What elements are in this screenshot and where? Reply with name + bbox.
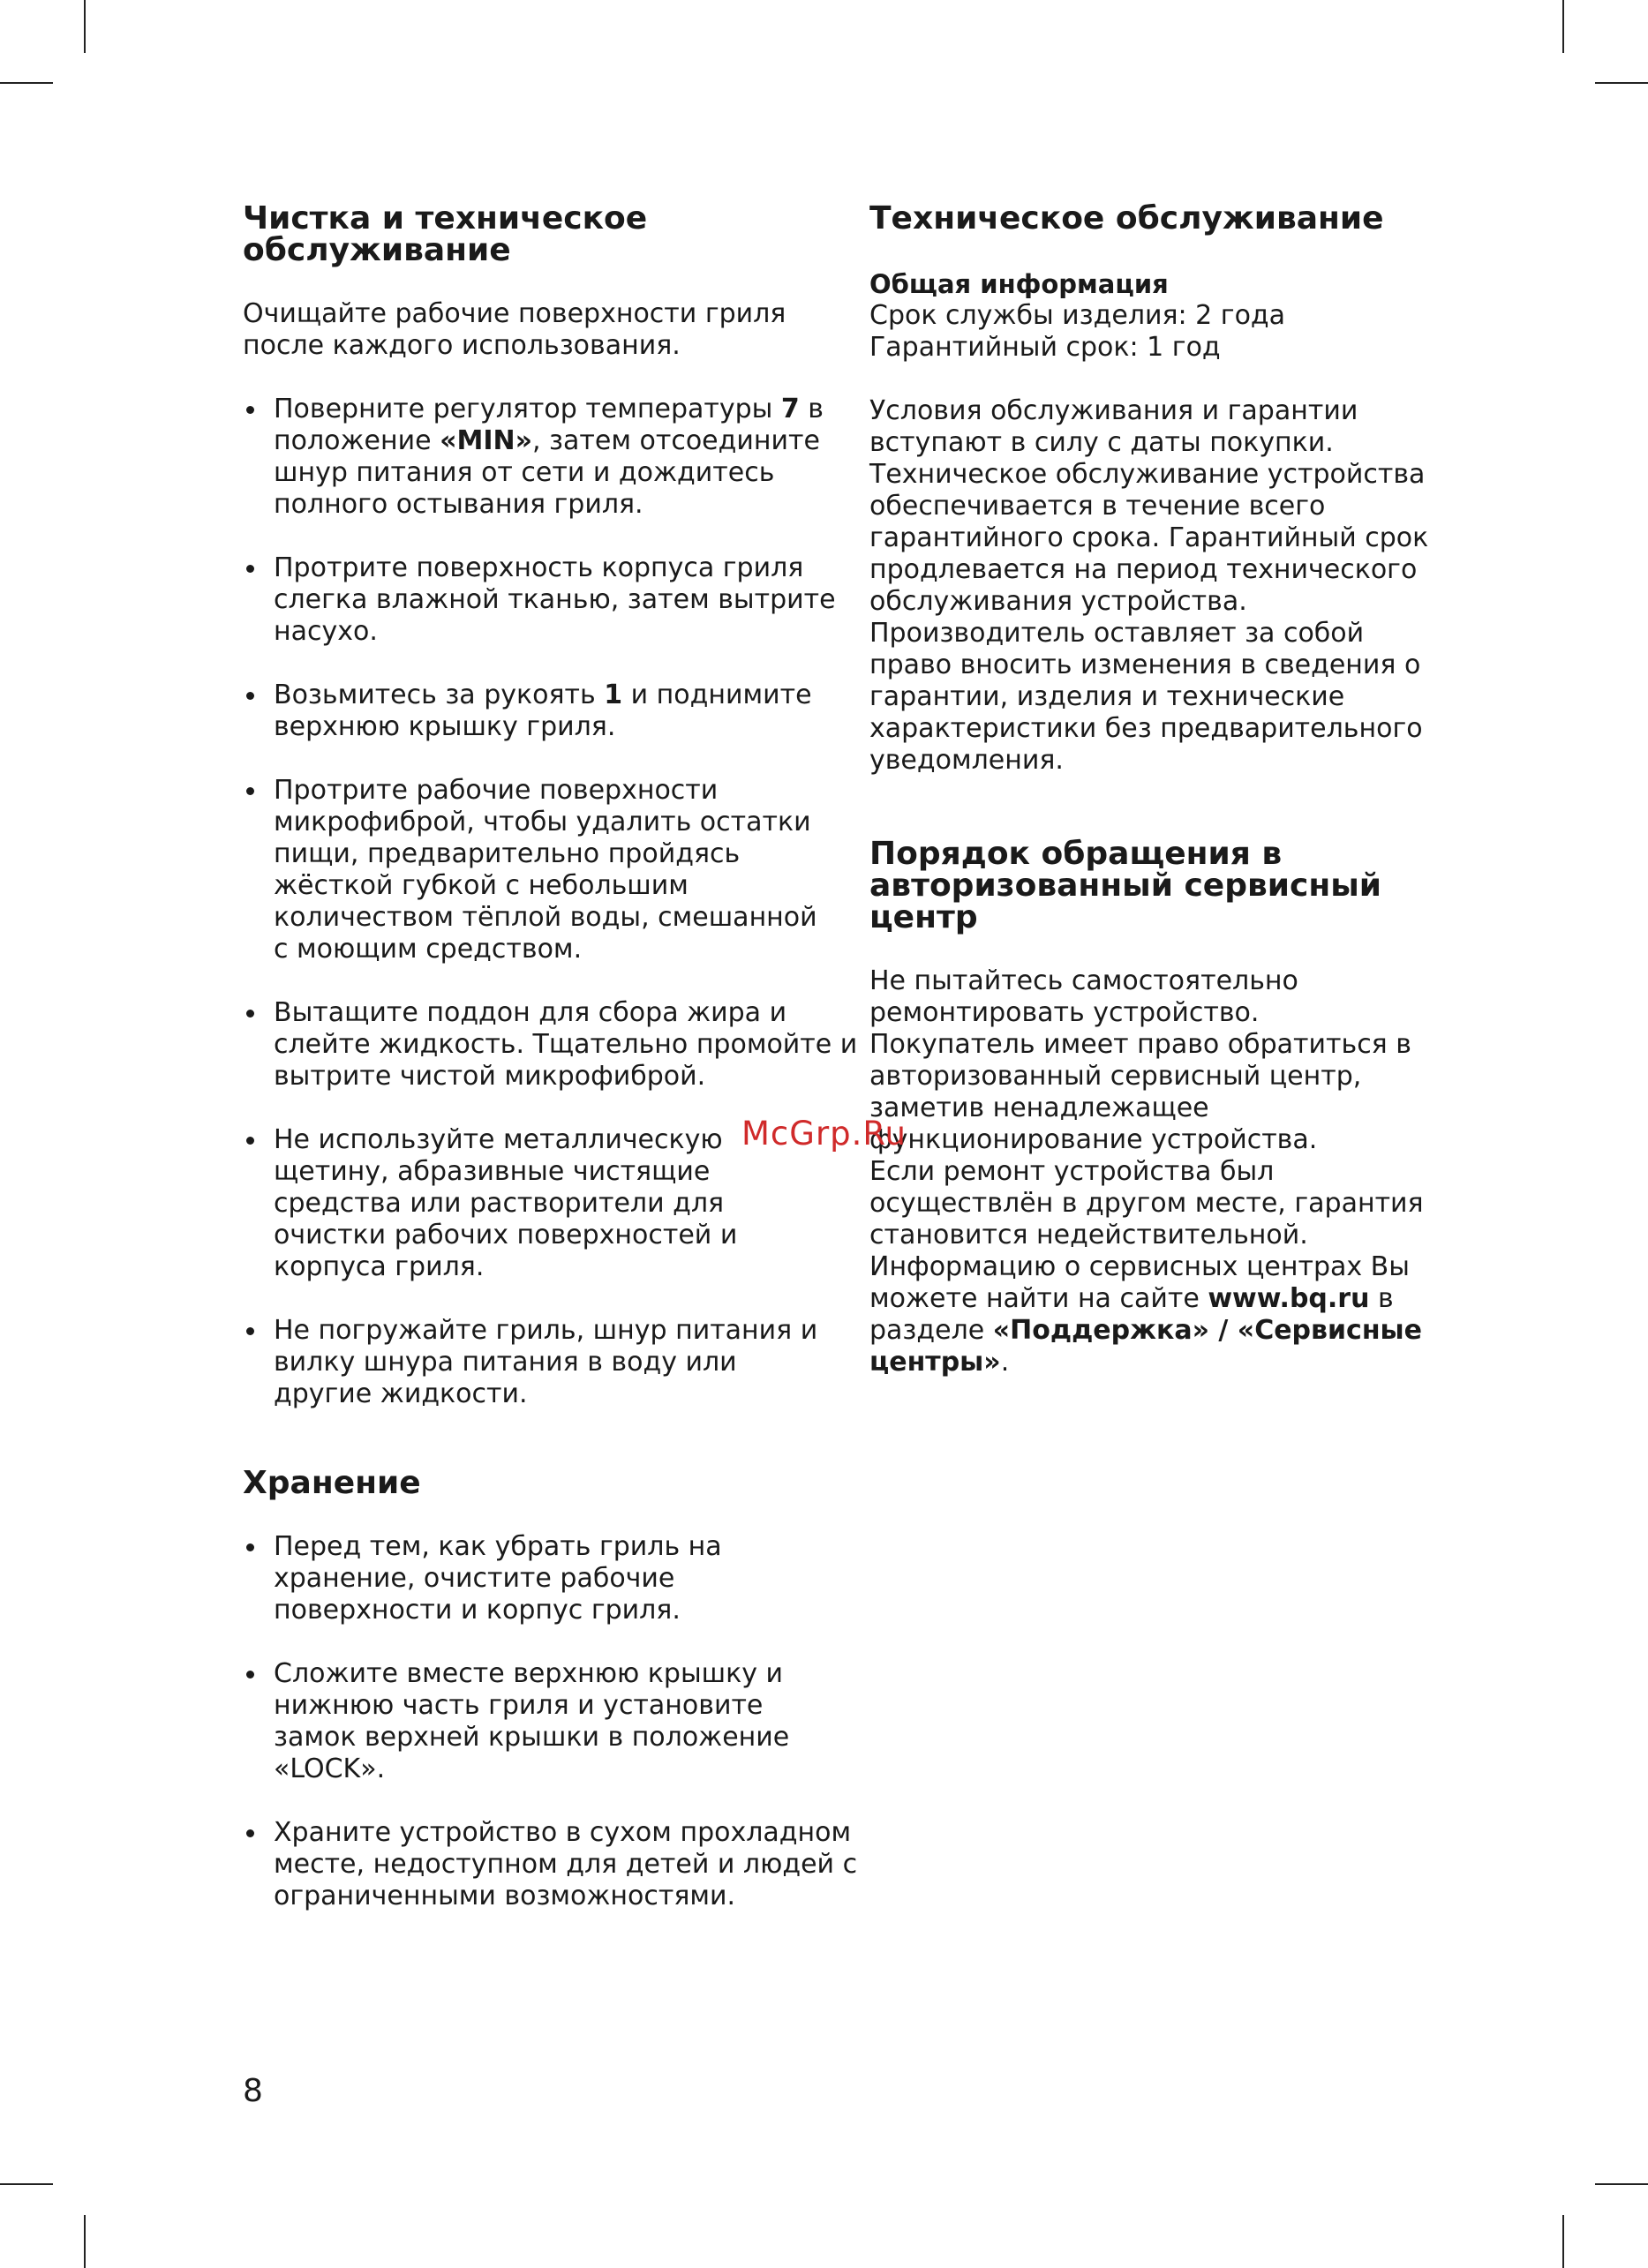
service-center-title: Порядок обращения в авторизованный сервисный центр <box>869 836 1381 935</box>
cleaning-item: Поверните регулятор температуры 7 в положение «MIN», затем отсоедините шнур питания от сети и дождитесь полного остывания гриля. <box>243 394 839 521</box>
warranty-conditions: Условия обслуживания и гарантии вступают в силу с даты покупки. Техническое обслуживание устройства обеспечивается в течение всего гарантийного срока. Гарантийный срок продлевается на период технического обслуживания устройства. Производитель оставляет за собой право вносить изменения в сведения о гарантии, изделия и технические характеристики без предварительного уведомления. <box>869 395 1429 776</box>
cleaning-item: Не погружайте гриль, шнур питания и вилку шнура питания в воду или другие жидкости. <box>243 1315 839 1410</box>
cleaning-intro: Очищайте рабочие поверхности гриля после каждого использования. <box>243 298 786 361</box>
crop-mark <box>1595 82 1648 84</box>
service-text-2: Покупатель имеет право обратиться в авторизованный сервисный центр, заметив ненадлежащее функционирование устройства. <box>869 1029 1411 1155</box>
storage-title: Хранение <box>243 1465 421 1501</box>
service-text-3: Если ремонт устройства был осуществлён в другом месте, гарантия становится недействительной. <box>869 1156 1424 1250</box>
website-link[interactable]: www.bq.ru <box>1208 1283 1370 1314</box>
cleaning-item: Протрите рабочие поверхности микрофиброй, чтобы удалить остатки пищи, предварительно пройдясь жёсткой губкой с небольшим количеством тёплой воды, смешанной с моющим средством. <box>243 775 839 965</box>
left-column <box>243 200 858 1912</box>
general-info-subtitle: Общая информация <box>869 269 1169 299</box>
crop-mark <box>1595 2183 1648 2185</box>
cleaning-item: Вытащите поддон для сбора жира и слейте жидкость. Тщательно промойте и вытрите чистой микрофиброй. <box>243 997 861 1093</box>
crop-mark <box>84 0 86 53</box>
page-number: 8 <box>243 2073 263 2109</box>
support-section: «Поддержка» / «Сервисные центры» <box>869 1315 1423 1378</box>
watermark: McGrp.Ru <box>741 1115 907 1153</box>
right-column <box>869 200 1470 1378</box>
maintenance-title: Техническое обслуживание <box>869 200 1384 237</box>
storage-item: Сложите вместе верхнюю крышку и нижнюю часть гриля и установите замок верхней крышки в положение «LOCK». <box>243 1658 839 1785</box>
crop-mark <box>0 82 53 84</box>
crop-mark <box>0 2183 53 2185</box>
service-life: Срок службы изделия: 2 года <box>869 300 1286 331</box>
storage-item: Храните устройство в сухом прохладном месте, недоступном для детей и людей с ограниченными возможностями. <box>243 1817 861 1912</box>
crop-mark <box>1562 0 1564 53</box>
cleaning-title: Чистка и техническое обслуживание <box>243 200 648 268</box>
cleaning-item: Протрите поверхность корпуса гриля слегка влажной тканью, затем вытрите насухо. <box>243 552 861 648</box>
crop-mark <box>84 2215 86 2268</box>
service-text-4: Информацию о сервисных центрах Вы можете найти на сайте www.bq.ru в разделе «Поддержка» / «Сервисные центры». <box>869 1251 1423 1378</box>
crop-mark <box>1562 2215 1564 2268</box>
storage-list <box>243 1531 858 1912</box>
storage-item: Перед тем, как убрать гриль на хранение, очистите рабочие поверхности и корпус гриля. <box>243 1531 839 1626</box>
cleaning-item: Возьмитесь за рукоять 1 и поднимите верхнюю крышку гриля. <box>243 680 839 743</box>
warranty-period: Гарантийный срок: 1 год <box>869 332 1221 363</box>
cleaning-list <box>243 394 858 1410</box>
service-text-1: Не пытайтесь самостоятельно ремонтировать устройство. <box>869 965 1298 1028</box>
cleaning-item: Не используйте металлическую щетину, абразивные чистящие средства или растворители для очистки рабочих поверхностей и корпуса гриля. <box>243 1124 839 1283</box>
